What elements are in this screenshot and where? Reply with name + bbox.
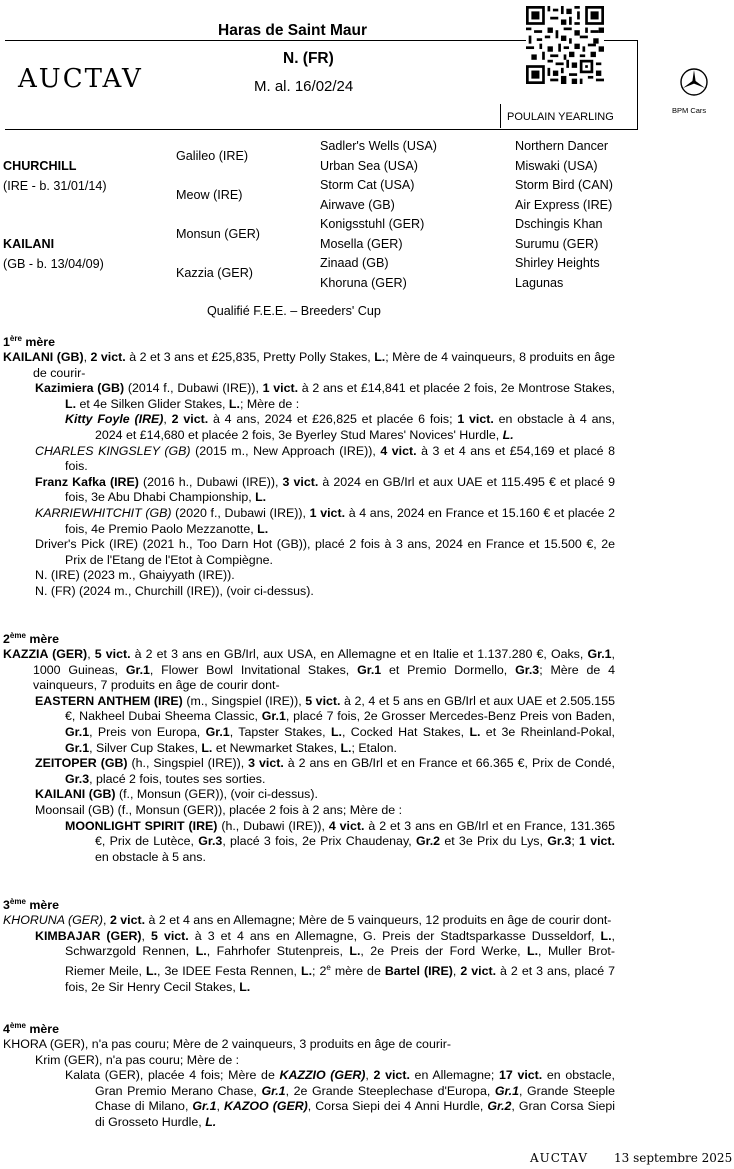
category-box (500, 104, 638, 128)
gen4-4: Air Express (IRE) (515, 198, 613, 212)
gen4-7: Shirley Heights (515, 256, 600, 270)
gen4-2: Miswaki (USA) (515, 159, 598, 173)
section-2-body: KAZZIA (GER), 5 vict. à 2 et 3 ans en GB/Irl, aux USA, en Allemagne et en Italie et 1.137.280 €, Oaks, Gr.1, 1000 Guineas, Gr.1, Flower Bowl Invitational Stakes, Gr.1 et Premio Dormello, Gr.3; Mère de 4 vainqueurs, 7 produits en âge de courir dont- EASTERN ANTHEM (IRE) (m., Singspiel (IRE)), 5 vict. à 2, 4 et 5 ans en GB/Irl et aux UAE et 2.505.155 €, Nakheel Dubai Sheema Classic, Gr.1, placé 7 fois, 2e Grosser Mercedes-Benz Preis von Baden, Gr.1, Preis von Europa, Gr.1, Tapster Stakes, L., Cocked Hat Stakes, L. et 3e Rheinland-Pokal, Gr.1, Silver Cup Stakes, L. et Newmarket Stakes, L.; Etalon. ZEITOPER (GB) (h., Singspiel (IRE)), 3 vict. à 2 ans en GB/Irl et en France et 66.365 €, Prix de Condé, Gr.3, placé 2 fois, toutes ses sorties. KAILANI (GB) (f., Monsun (GER)), (voir ci-dessus). Moonsail (GB) (f., Monsun (GER)), placée 2 fois à 2 ans; Mère de : MOONLIGHT SPIRIT (IRE) (h., Dubawi (IRE)), 4 vict. à 2 et 3 ans en GB/Irl et en France, 131.365 €, Prix de Lutèce, Gr.3, placé 3 fois, 2e Prix Chaudenay, Gr.2 et 3e Prix du Lys, Gr.3; 1 vict. en obstacle à 5 ans. (3, 647, 616, 864)
section-4-body: KHORA (GER), n'a pas couru; Mère de 2 vainqueurs, 3 produits en âge de courir- Krim (GER), n'a pas couru; Mère de : Kalata (GER), placée 4 fois; Mère de KAZZIO (GER), 2 vict. en Allemagne; 17 vict. en obstacle, Gran Premio Merano Chase, Gr.1, 2e Grande Steeplechase d'Europa, Gr.1, Grande Steeple Chase di Milano, Gr.1, KAZOO (GER), Corsa Siepi dei 4 Anni Hurdle, Gr.2, Gran Corsa Siepi di Grosseto Hurdle, L. (3, 1037, 616, 1129)
section-3-body: KHORUNA (GER), 2 vict. à 2 et 4 ans en Allemagne; Mère de 5 vainqueurs, 12 produits en âge de courir dont- KIMBAJAR (GER), 5 vict. à 3 et 4 ans en Allemagne, G. Preis der Stadtsparkasse Dusseldorf, L., Schwarzgold Rennen, L., Fahrhofer Stutenpreis, L., 2e Preis der Ford Werke, L., Muller Brot-Riemer Meile, L., 3e IDEE Festa Rennen, L.; 2e mère de Bartel (IRE), 2 vict. à 2 et 3 ans, placé 7 fois, 2e Sir Henry Cecil Stakes, L. (3, 913, 615, 994)
gen3-8: Khoruna (GER) (320, 276, 407, 290)
lot-detail: M. al. 16/02/24 (254, 78, 354, 95)
gen4-3: Storm Bird (CAN) (515, 178, 613, 192)
sponsor-label: BPM Cars (672, 106, 707, 115)
section-3-title: 3ème mère (3, 897, 59, 913)
sire-info: (IRE - b. 31/01/14) (3, 179, 107, 193)
footer-date: 13 septembre 2025 (614, 1151, 733, 1165)
gen4-6: Surumu (GER) (515, 237, 599, 251)
lot-name: N. (FR) (283, 50, 334, 67)
section-1-body: KAILANI (GB), 2 vict. à 2 et 3 ans et £25,835, Pretty Polly Stakes, L.; Mère de 4 vainqueurs, 8 produits en âge de courir- Kazimiera (GB) (2014 f., Dubawi (IRE)), 1 vict. à 2 ans et £14,841 et placée 2 fois, 2e Montrose Stakes, L. et 4e Silken Glider Stakes, L.; Mère de : Kitty Foyle (IRE), 2 vict. à 4 ans, 2024 et £26,825 et placée 6 fois; 1 vict. en obstacle à 4 ans, 2024 et £14,680 et placée 2 fois, 3e Byerley Stud Mares' Novices' Hurdle, L. CHARLES KINGSLEY (GB) (2015 m., New Approach (IRE)), 4 vict. à 3 et 4 ans et £54,169 et placé 8 fois. Franz Kafka (IRE) (2016 h., Dubawi (IRE)), 3 vict. à 2024 en GB/Irl et aux UAE et 115.495 € et placé 9 fois, 3e Abu Dhabi Championship, L. KARRIEWHITCHIT (GB) (2020 f., Dubawi (IRE)), 1 vict. à 4 ans, 2024 en France et 15.160 € et placée 2 fois, 4e Premio Paolo Mezzanotte, L. Driver's Pick (IRE) (2021 h., Too Darn Hot (GB)), placé 2 fois à 3 ans, 2024 en France et 15.500 €, 2e Prix de l'Etang de l'Etot à Compiègne. N. (IRE) (2023 m., Ghaiyyath (IRE)). N. (FR) (2024 m., Churchill (IRE)), (voir ci-dessus). (3, 350, 615, 598)
auctav-logo: AUCTAV (18, 64, 143, 94)
section-4-title: 4ème mère (3, 1021, 59, 1037)
gen2-3: Monsun (GER) (176, 227, 260, 241)
section-2-title: 2ème mère (3, 631, 59, 647)
gen3-6: Mosella (GER) (320, 237, 403, 251)
gen4-8: Lagunas (515, 276, 564, 290)
gen3-7: Zinaad (GB) (320, 256, 389, 270)
gen3-5: Konigsstuhl (GER) (320, 217, 425, 231)
section-1-title: 1ère mère (3, 334, 55, 350)
gen3-3: Storm Cat (USA) (320, 178, 415, 192)
gen3-1: Sadler's Wells (USA) (320, 139, 437, 153)
gen3-4: Airwave (GB) (320, 198, 395, 212)
footer-logo: AUCTAV (530, 1151, 589, 1165)
sire-name: CHURCHILL (3, 159, 77, 173)
qr-code-icon (526, 6, 604, 84)
gen2-4: Kazzia (GER) (176, 266, 253, 280)
gen4-5: Dschingis Khan (515, 217, 603, 231)
mercedes-star-icon (679, 67, 709, 97)
stud-name: Haras de Saint Maur (218, 22, 368, 39)
gen4-1: Northern Dancer (515, 139, 609, 153)
dam-info: (GB - b. 13/04/09) (3, 257, 104, 271)
gen2-2: Meow (IRE) (176, 188, 243, 202)
gen2-1: Galileo (IRE) (176, 149, 249, 163)
qualification: Qualifié F.E.E. – Breeders' Cup (207, 304, 381, 318)
category-label: POULAIN YEARLING (507, 111, 614, 123)
dam-name: KAILANI (3, 237, 55, 251)
gen3-2: Urban Sea (USA) (320, 159, 418, 173)
